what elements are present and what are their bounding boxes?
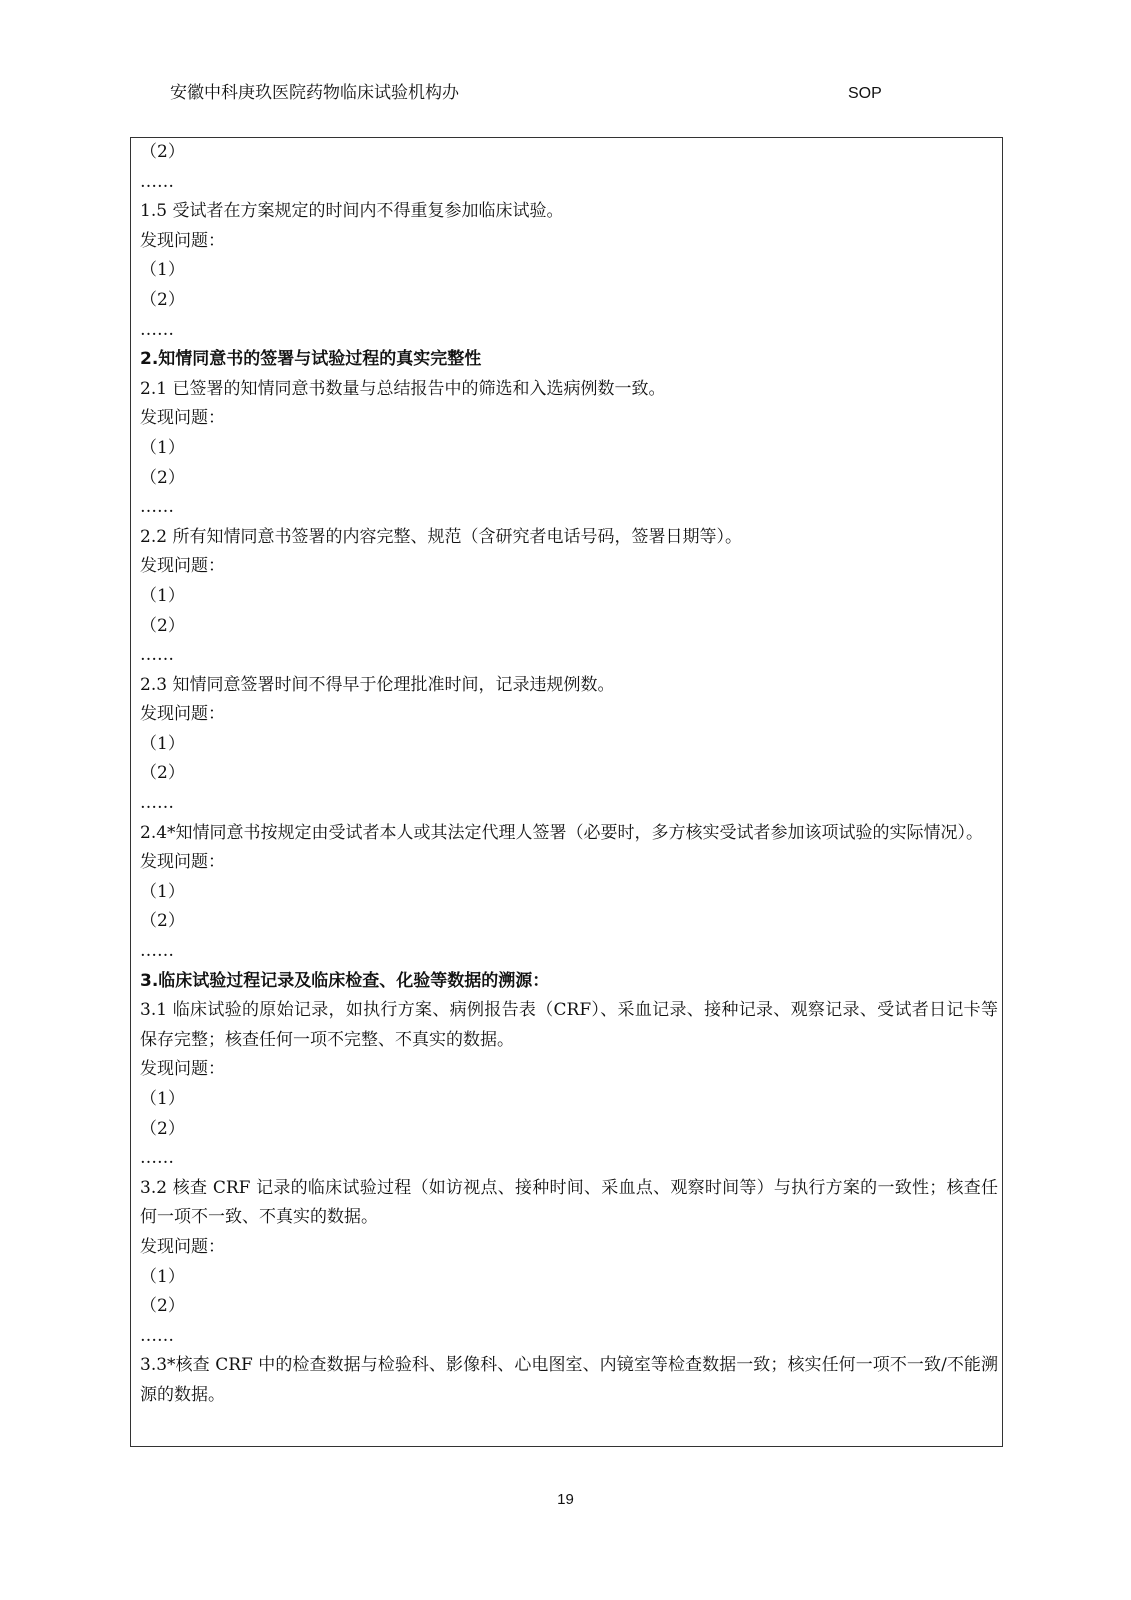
issue-item: （2）	[140, 1296, 185, 1317]
issues-label: 发现问题：	[140, 704, 225, 725]
issue-item: （1）	[140, 881, 185, 902]
issue-item: （1）	[140, 1089, 185, 1109]
document-body	[140, 138, 998, 1411]
section-heading: 3.临床试验过程记录及临床检查、化验等数据的溯源：	[140, 970, 550, 991]
header-doc-type: SOP	[848, 85, 882, 102]
section-heading: 2.知情同意书的签署与试验过程的真实完整性	[140, 349, 482, 370]
ellipsis-line: ……	[140, 1148, 174, 1169]
criterion-text: 2.3 知情同意签署时间不得早于伦理批准时间，记录违规例数。	[140, 674, 615, 695]
criterion-text: 2.4*知情同意书按规定由受试者本人或其法定代理人签署（必要时，多方核实受试者参加该项试验的实际情况）。	[140, 822, 984, 843]
criterion-text: 3.3*核查 CRF 中的检查数据与检验科、影像科、心电图室、内镜室等检查数据一致；核实任何一项不一致/不能溯源的数据。	[140, 1355, 998, 1405]
issue-item: （2）	[140, 615, 185, 636]
criterion-text: 3.1 临床试验的原始记录，如执行方案、病例报告表（CRF）、采血记录、接种记录、观察记录、受试者日记卡等保存完整；核查任何一项不完整、不真实的数据。	[140, 1000, 998, 1050]
issue-item: （1）	[140, 1266, 185, 1287]
issue-item: （2）	[140, 1118, 185, 1139]
criterion-text: 2.2 所有知情同意书签署的内容完整、规范（含研究者电话号码，签署日期等）。	[140, 526, 742, 547]
header-organization: 安徽中科庚玖医院药物临床试验机构办	[170, 83, 459, 103]
criterion-text: 1.5 受试者在方案规定的时间内不得重复参加临床试验。	[140, 201, 564, 222]
issue-item: （2）	[140, 911, 185, 932]
issues-label: 发现问题：	[140, 556, 225, 577]
criterion-text: 2.1 已签署的知情同意书数量与总结报告中的筛选和入选病例数一致。	[140, 378, 666, 399]
issue-item: （2）	[140, 142, 185, 162]
page-number: 19	[557, 1491, 574, 1508]
issue-item: （1）	[140, 437, 185, 458]
issue-item: （1）	[140, 585, 185, 606]
issues-label: 发现问题：	[140, 230, 225, 251]
issues-label: 发现问题：	[140, 1236, 225, 1257]
ellipsis-line: ……	[140, 171, 174, 192]
ellipsis-line: ……	[140, 1325, 174, 1346]
ellipsis-line: ……	[140, 793, 174, 814]
issue-item: （1）	[140, 260, 185, 281]
ellipsis-line: ……	[140, 645, 174, 666]
ellipsis-line: ……	[140, 497, 174, 518]
ellipsis-line: ……	[140, 319, 174, 340]
ellipsis-line: ……	[140, 941, 174, 962]
issue-item: （2）	[140, 467, 185, 488]
issue-item: （1）	[140, 733, 185, 754]
issues-label: 发现问题：	[140, 852, 225, 873]
issues-label: 发现问题：	[140, 408, 225, 429]
issues-label: 发现问题：	[140, 1059, 225, 1080]
issue-item: （2）	[140, 763, 185, 784]
issue-item: （2）	[140, 289, 185, 310]
criterion-text: 3.2 核查 CRF 记录的临床试验过程（如访视点、接种时间、采血点、观察时间等）与执行方案的一致性；核查任何一项不一致、不真实的数据。	[140, 1177, 998, 1228]
